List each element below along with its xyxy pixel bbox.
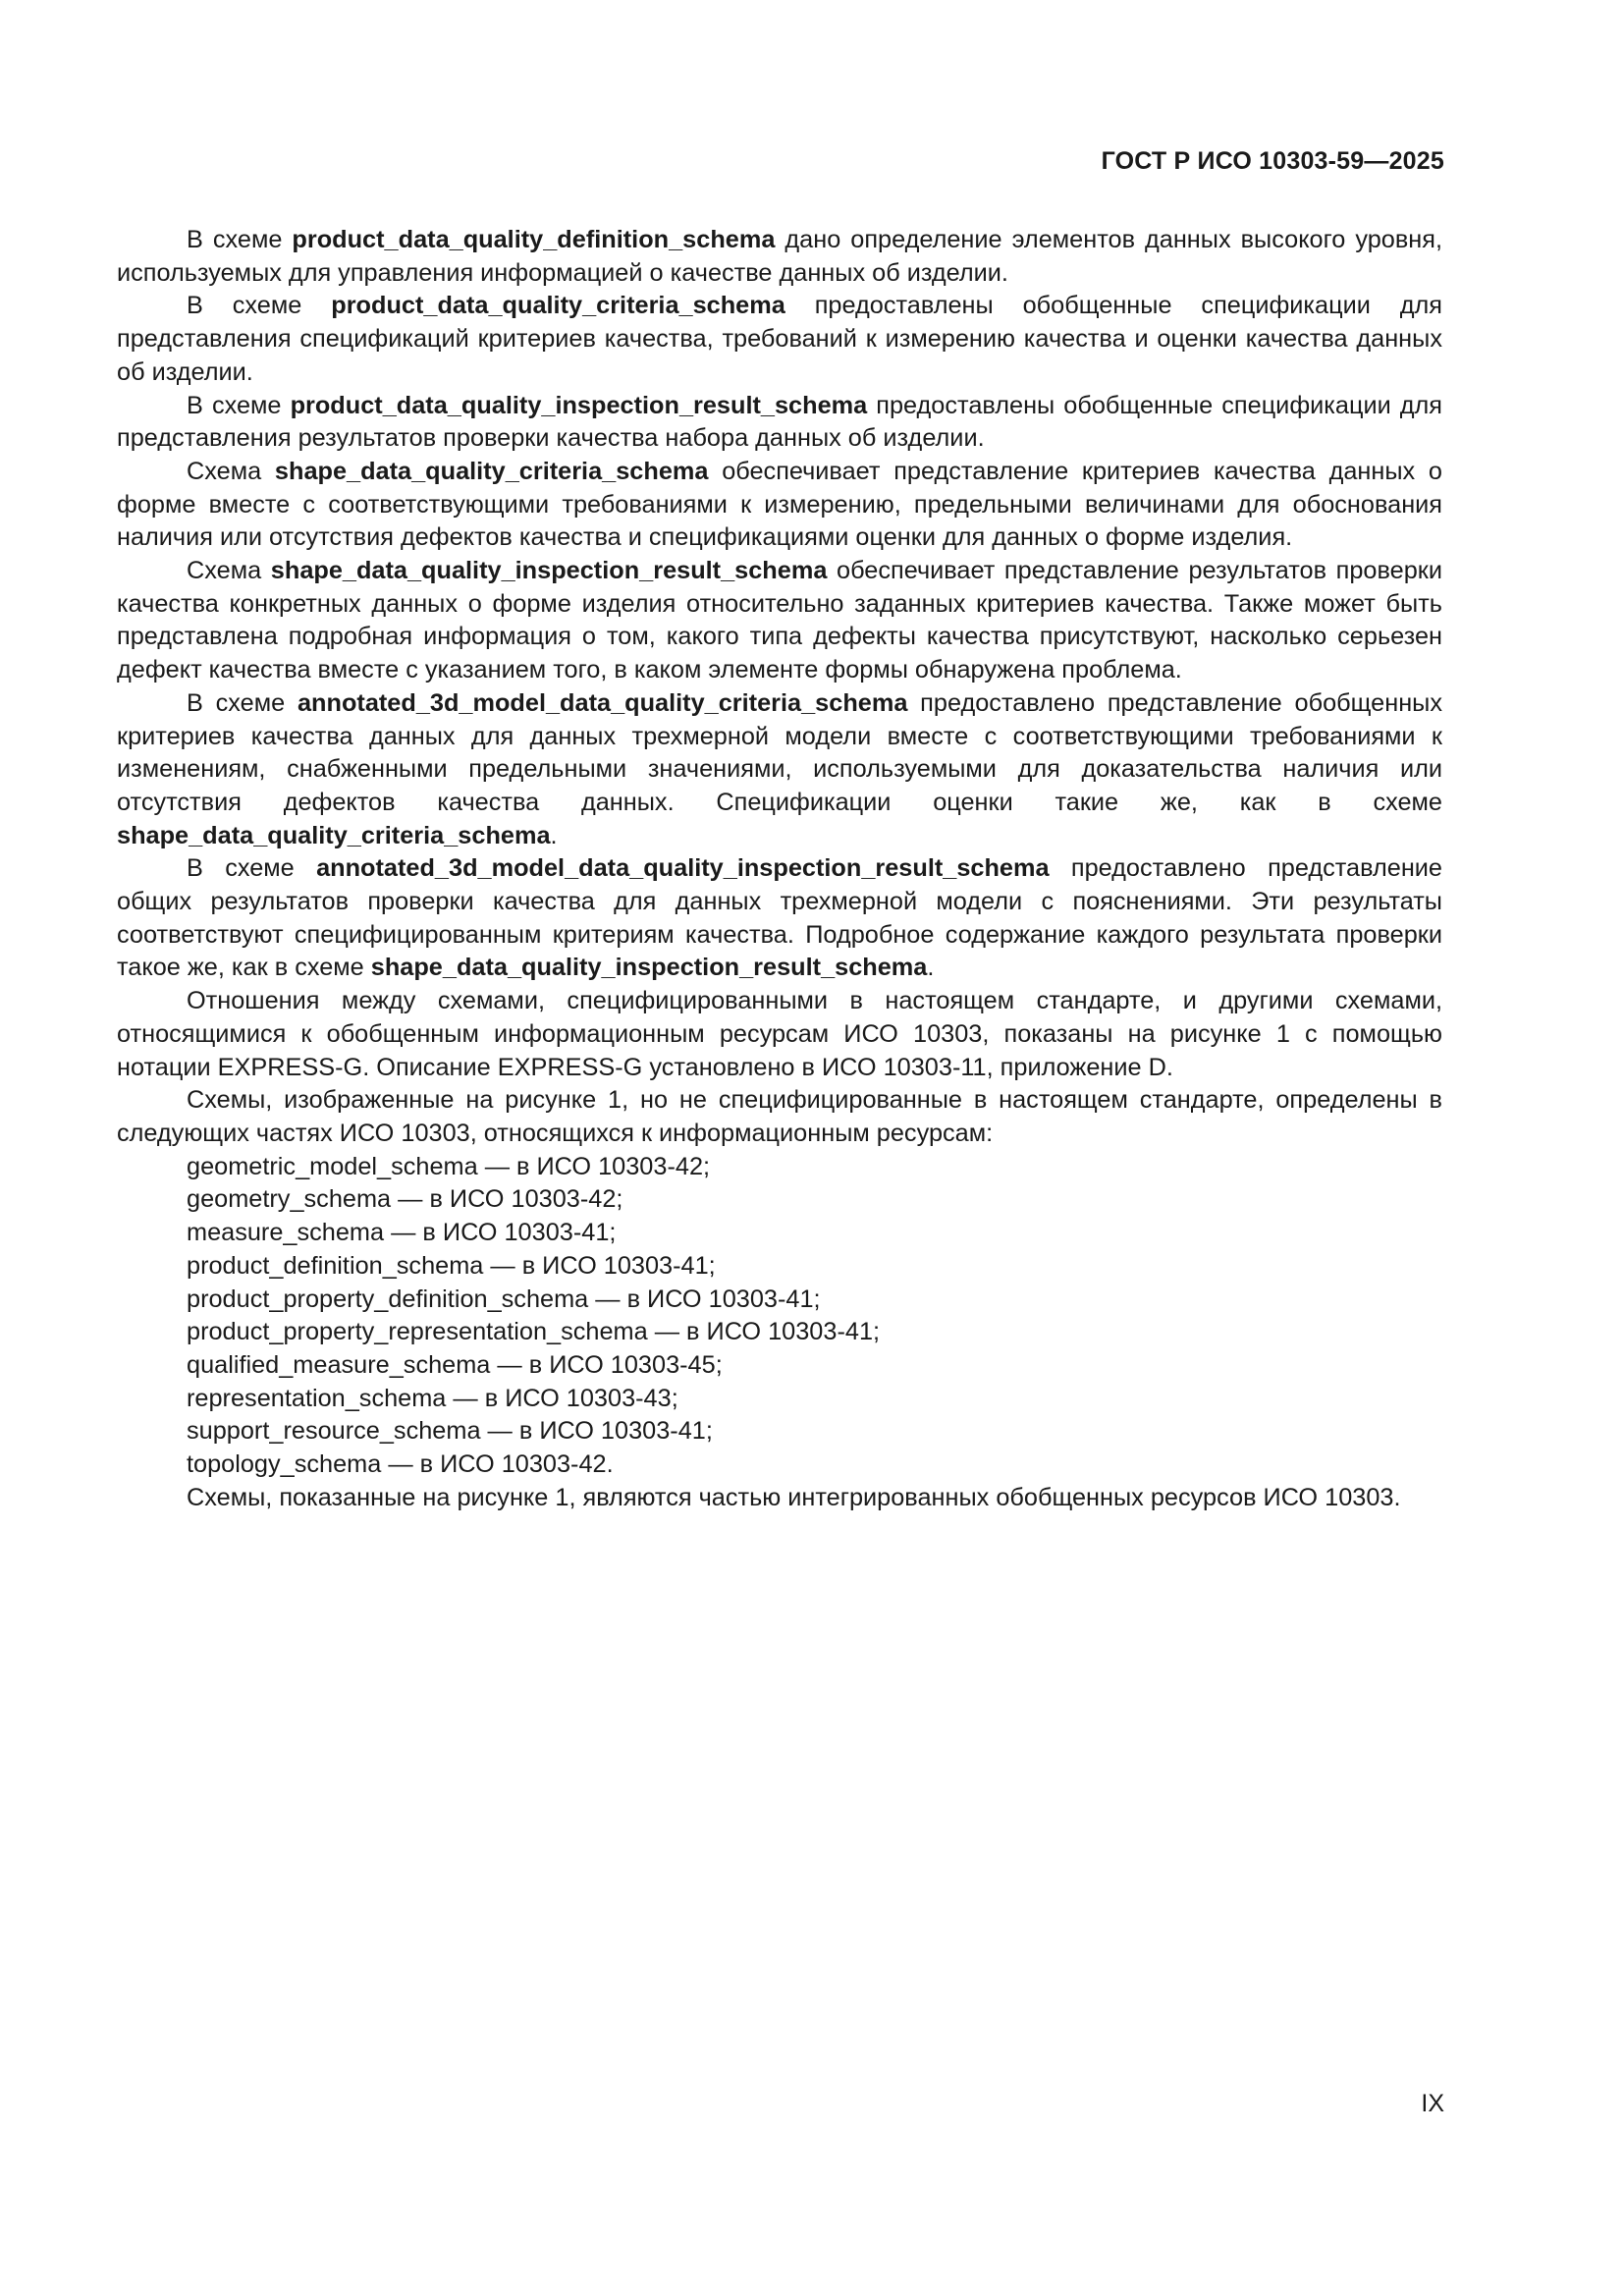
paragraph-3d-criteria-schema: [117, 687, 1442, 853]
paragraph-text: Схема: [187, 557, 271, 585]
list-item: product_property_definition_schema — в ИСО 10303-41;: [187, 1285, 821, 1313]
list-item: product_property_representation_schema — в ИСО 10303-41;: [187, 1318, 881, 1346]
paragraph-text: В схеме: [187, 854, 317, 883]
paragraph-shape-inspection-schema: [117, 555, 1442, 687]
paragraph-relations: Отношения между схемами, специфицированными в настоящем стандарте, и другими схемами, относящимися к обобщенным информационным ресурсам ИСО 10303, показаны на рисунке 1 с помощью нотации EXPRESS-G. Описание EXPRESS-G установлено в ИСО 10303-11, приложение D.: [117, 987, 1442, 1081]
paragraph-text: В схеме: [187, 226, 293, 253]
list-item: topology_schema — в ИСО 10303-42.: [187, 1450, 614, 1479]
paragraph-definition-schema: [117, 224, 1442, 290]
schema-name: annotated_3d_model_data_quality_inspection_result_schema: [316, 854, 1050, 883]
schema-name: shape_data_quality_inspection_result_schema: [270, 557, 828, 585]
schema-name: annotated_3d_model_data_quality_criteria_schema: [297, 688, 908, 717]
paragraph-inspection-result-schema: [117, 390, 1442, 456]
body-text: [117, 224, 1442, 1514]
paragraph-shape-criteria-schema: [117, 456, 1442, 555]
paragraph-criteria-schema: [117, 290, 1442, 389]
paragraph-text: В схеме: [187, 292, 332, 320]
paragraph-text: обеспечивает представление критериев качества данных о форме вместе с соответствующими требованиями к измерению, предельными величинами для обоснования наличия или отсутствия дефектов качества и спецификациями оценки для данных о форме изделия.: [117, 457, 1442, 552]
paragraph-text: дано определение элементов данных высокого уровня, используемых для управления информацией о качестве данных об изделии.: [117, 226, 1442, 287]
schema-list: [117, 1151, 1442, 1482]
paragraph-other-schemas: Схемы, изображенные на рисунке 1, но не специфицированные в настоящем стандарте, определены в следующих частях ИСО 10303, относящихся к информационным ресурсам:: [117, 1086, 1442, 1147]
paragraph-text: предоставлены обобщенные спецификации для представления спецификаций критериев качества, требований к измерению качества и оценки качества данных об изделии.: [117, 292, 1442, 386]
document-header: ГОСТ Р ИСО 10303-59—2025: [1101, 147, 1444, 175]
paragraph-text: .: [927, 954, 935, 982]
paragraph-text: В схеме: [187, 391, 291, 419]
schema-name: shape_data_quality_criteria_schema: [117, 821, 551, 849]
paragraph-text: Схема: [187, 457, 275, 485]
paragraph-text: .: [550, 821, 558, 849]
schema-name: product_data_quality_definition_schema: [292, 226, 776, 253]
page-number: IX: [1421, 2090, 1444, 2117]
list-item: product_definition_schema — в ИСО 10303-41;: [187, 1251, 716, 1280]
schema-name: product_data_quality_inspection_result_schema: [290, 391, 868, 419]
schema-name: product_data_quality_criteria_schema: [331, 292, 785, 320]
schema-name: shape_data_quality_inspection_result_schema: [370, 954, 928, 982]
list-item: support_resource_schema — в ИСО 10303-41;: [187, 1417, 713, 1446]
paragraph-text: В схеме: [187, 688, 298, 717]
paragraph-3d-inspection-schema: [117, 852, 1442, 985]
list-item: geometric_model_schema — в ИСО 10303-42;: [187, 1152, 711, 1180]
list-item: geometry_schema — в ИСО 10303-42;: [187, 1185, 623, 1214]
paragraph-text: предоставлено представление обобщенных критериев качества данных для данных трехмерной модели вместе с соответствующими требованиями к изменениям, снабженными предельными значениями, используемыми для доказательства наличия или отсутствия дефектов качества данных. Спецификации оценки такие же, как в схеме: [117, 688, 1442, 816]
paragraph-closing: Схемы, показанные на рисунке 1, являются частью интегрированных обобщенных ресурсов ИСО 10303.: [187, 1483, 1401, 1511]
list-item: qualified_measure_schema — в ИСО 10303-45;: [187, 1350, 723, 1379]
paragraph-text: обеспечивает представление результатов проверки качества конкретных данных о форме изделия относительно заданных критериев качества. Также может быть представлена подробная информация о том, какого типа дефекты качества присутствуют, насколько серьезен дефект качества вместе с указанием того, в каком элементе формы обнаружена проблема.: [117, 557, 1442, 684]
list-item: measure_schema — в ИСО 10303-41;: [187, 1219, 617, 1247]
schema-name: shape_data_quality_criteria_schema: [274, 457, 709, 485]
paragraph-text: предоставлено представление общих результатов проверки качества для данных трехмерной модели с пояснениями. Эти результаты соответствуют специфицированным критериям качества. Подробное содержание каждого результата проверки такое же, как в схеме: [117, 854, 1442, 982]
list-item: representation_schema — в ИСО 10303-43;: [187, 1384, 678, 1412]
paragraph-text: предоставлены обобщенные спецификации для представления результатов проверки качества набора данных об изделии.: [117, 391, 1442, 453]
